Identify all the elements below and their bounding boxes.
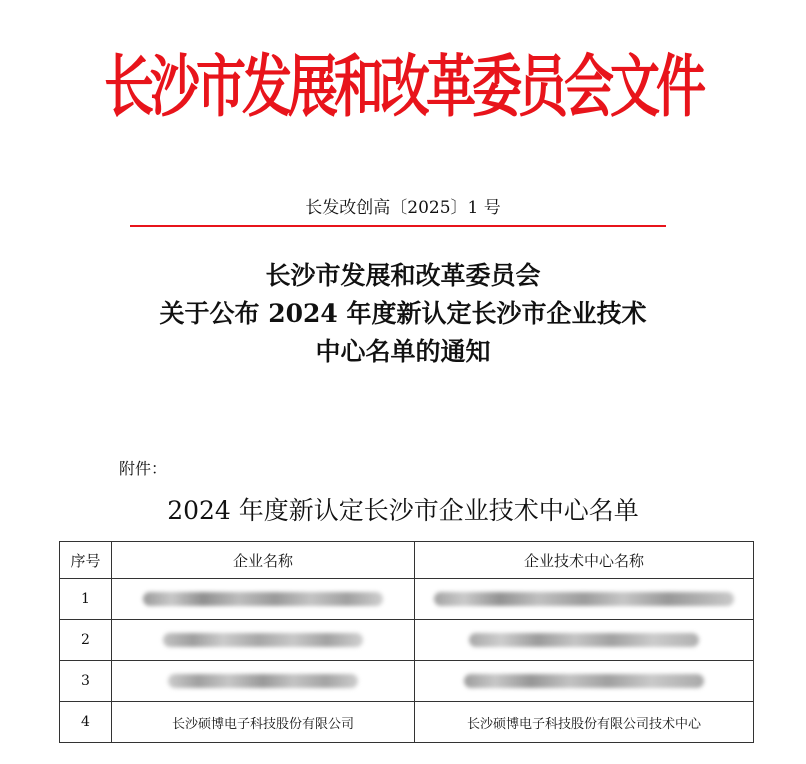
notice-title-line: 中心名单的通知 xyxy=(315,337,491,366)
notice-title-line: 长沙市发展和改革委员会 xyxy=(265,261,541,290)
header-serial-number: 序号 xyxy=(60,542,112,579)
attachment-label: 附件： xyxy=(119,459,168,478)
center-name-redacted xyxy=(415,620,754,661)
center-name-redacted xyxy=(415,579,754,620)
notice-title-line: 关于公布 2024 年度新认定长沙市企业技术 xyxy=(159,299,647,328)
company-name: 长沙硕博电子科技股份有限公司 xyxy=(112,702,415,743)
redaction-blur xyxy=(469,633,699,647)
center-name-redacted xyxy=(415,661,754,702)
company-name-redacted xyxy=(112,579,415,620)
row-number: 3 xyxy=(60,661,112,702)
redaction-blur xyxy=(163,633,363,647)
table-row xyxy=(60,620,754,661)
attachment-list-title: 2024 年度新认定长沙市企业技术中心名单 xyxy=(167,496,639,525)
document-number: 长发改创高〔2025〕1 号 xyxy=(305,198,501,218)
row-number: 2 xyxy=(60,620,112,661)
row-number: 4 xyxy=(60,702,112,743)
redaction-blur xyxy=(168,674,358,688)
redaction-blur xyxy=(464,674,704,688)
table-row xyxy=(60,579,754,620)
red-divider-line xyxy=(130,225,666,227)
header-company-name: 企业名称 xyxy=(112,542,415,579)
row-number: 1 xyxy=(60,579,112,620)
notice-title xyxy=(0,257,806,371)
tech-center-name: 长沙硕博电子科技股份有限公司技术中心 xyxy=(415,702,754,743)
table-row xyxy=(60,661,754,702)
redaction-blur xyxy=(143,592,383,606)
header-tech-center-name: 企业技术中心名称 xyxy=(415,542,754,579)
issuer-masthead: 长沙市发展和改革委员会文件 xyxy=(104,46,702,126)
company-list-table xyxy=(59,541,754,743)
company-name-redacted xyxy=(112,620,415,661)
table-header-row xyxy=(60,542,754,579)
table-row xyxy=(60,702,754,743)
company-name-redacted xyxy=(112,661,415,702)
redaction-blur xyxy=(434,592,734,606)
